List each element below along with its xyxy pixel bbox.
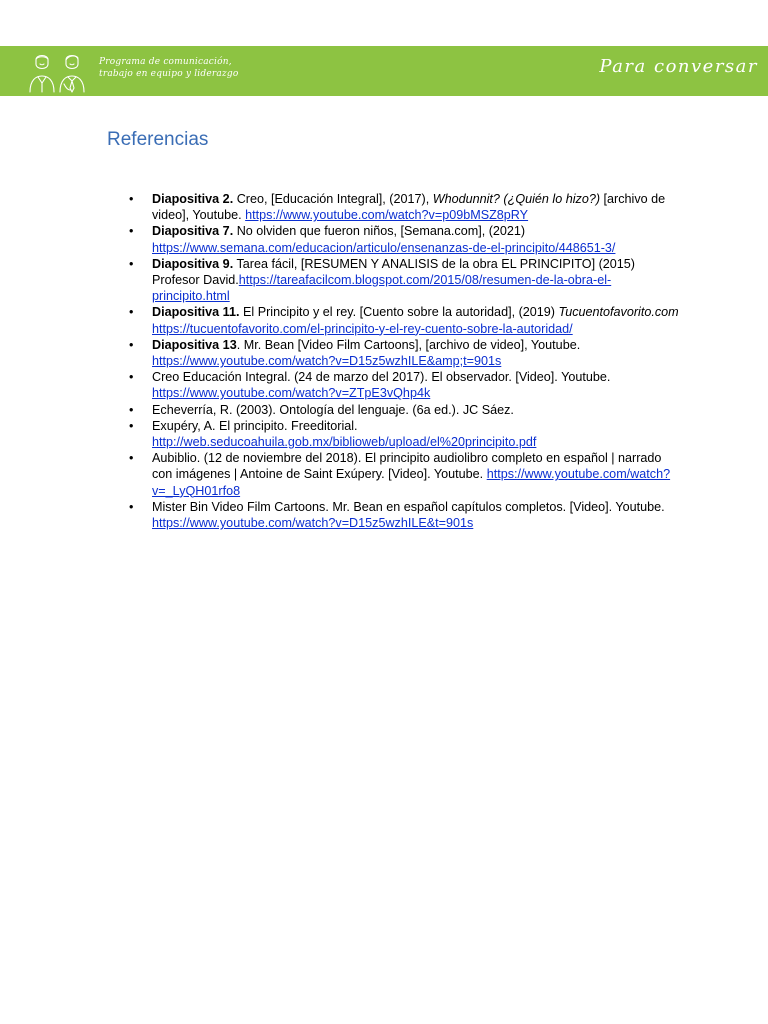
page-title: Referencias [107, 129, 209, 150]
reference-title: Whodunnit? (¿Quién lo hizo?) [432, 192, 601, 206]
reference-link[interactable]: https://www.youtube.com/watch?v=p09bMSZ8pRY [245, 208, 529, 223]
reference-item [152, 450, 682, 499]
reference-item [152, 369, 682, 401]
reference-text: Creo, [Educación Integral], (2017), [233, 192, 433, 206]
reference-text: Aubiblio. (12 de noviembre del 2018). El principito audiolibro completo en español | narrado con imágenes | Antoine de Saint Exúpery. [Video]. Youtube. [152, 451, 662, 482]
reference-text: Creo Educación Integral. (24 de marzo del 2017). El observador. [Video]. Youtube. [152, 370, 611, 385]
tagline-line-2: trabajo en equipo y liderazgo [99, 69, 239, 79]
reference-link[interactable]: https://www.youtube.com/watch?v=D15z5wzhILE&amp;t=901s [152, 354, 502, 369]
reference-text: . Mr. Bean [Video Film Cartoons], [archivo de video], Youtube. [236, 337, 581, 352]
reference-text: No olviden que fueron niños, [Semana.com], (2021) [233, 224, 526, 239]
program-tagline [99, 56, 238, 80]
reference-text: Mister Bin Video Film Cartoons. Mr. Bean en español capítulos completos. [Video]. Youtube. [152, 499, 665, 514]
reference-link[interactable]: http://web.seducoahuila.gob.mx/biblioweb/upload/el%20principito.pdf [152, 435, 537, 450]
reference-item [152, 418, 682, 450]
reference-title: Tucuentofavorito.com [558, 305, 679, 320]
reference-label: Diapositiva 7. [152, 224, 234, 239]
reference-link[interactable]: https://www.youtube.com/watch?v=ZTpE3vQhp4k [152, 386, 431, 401]
reference-item [152, 256, 682, 305]
reference-item [152, 304, 682, 336]
reference-label: Diapositiva 13 [152, 337, 237, 352]
reference-label: Diapositiva 2. [152, 192, 234, 206]
reference-text: El Principito y el rey. [Cuento sobre la autoridad], (2019) [239, 305, 559, 320]
reference-link[interactable]: https://tareafacilcom.blogspot.com/2015/08/resumen-de-la-obra-el-principito.html [152, 273, 612, 304]
reference-link[interactable]: https://www.youtube.com/watch?v=D15z5wzhILE&t=901s [152, 516, 474, 531]
reference-link[interactable]: https://www.semana.com/educacion/articulo/ensenanzas-de-el-principito/448651-3/ [152, 240, 616, 255]
reference-item [152, 337, 682, 369]
reference-text: Echeverría, R. (2003). Ontología del lenguaje. (6a ed.). JC Sáez. [152, 402, 514, 417]
reference-item [152, 191, 682, 223]
reference-item [152, 499, 682, 531]
references-list [152, 191, 682, 531]
reference-label: Diapositiva 9. [152, 256, 234, 271]
reference-text: [archivo de video], Youtube. [152, 192, 666, 223]
reference-text: Exupéry, A. El principito. Freeditorial. [152, 418, 358, 433]
reference-item [152, 223, 682, 255]
reference-text: Tarea fácil, [RESUMEN Y ANALISIS de la obra EL PRINCIPITO] (2015) Profesor David. [152, 256, 635, 288]
tagline-line-1: Programa de comunicación, [99, 57, 232, 67]
reference-item [152, 402, 682, 418]
brand-title: Para conversar [599, 56, 758, 77]
reference-label: Diapositiva 11. [152, 305, 240, 320]
reference-link[interactable]: https://www.youtube.com/watch?v=_LyQH01rfo8 [152, 467, 671, 498]
reference-link[interactable]: https://tucuentofavorito.com/el-principito-y-el-rey-cuento-sobre-la-autoridad/ [152, 321, 573, 336]
header-band [0, 46, 768, 96]
people-logo-icon [26, 50, 96, 94]
